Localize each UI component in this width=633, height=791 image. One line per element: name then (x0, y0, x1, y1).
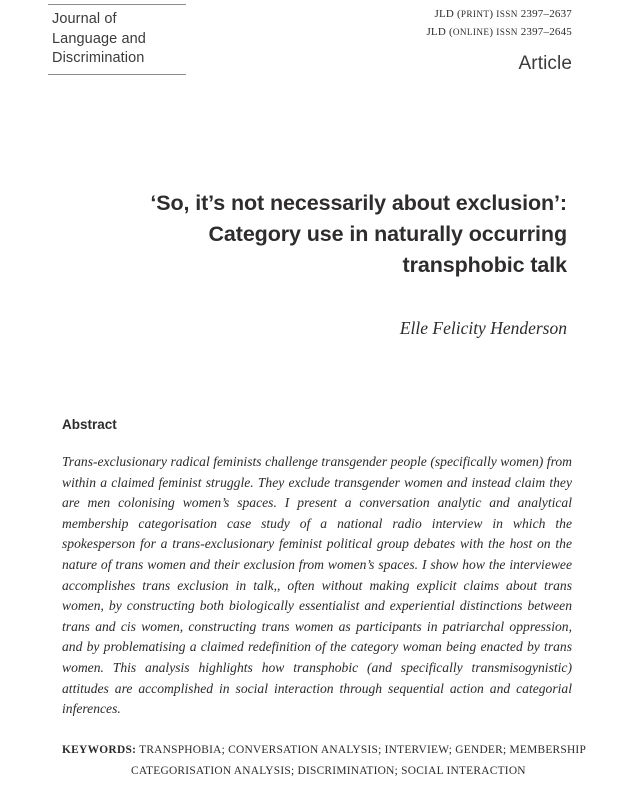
issn-print-prefix: JLD ( (434, 8, 461, 20)
author-name: Elle Felicity Henderson (399, 318, 567, 338)
issn-online (426, 24, 572, 42)
issn-print-medium: PRINT (460, 9, 490, 19)
abstract-heading: Abstract (62, 417, 117, 432)
journal-masthead (48, 4, 186, 75)
journal-name-line-2: Language and (52, 30, 146, 47)
issn-online-middle: ) (489, 25, 497, 38)
keywords-list: TRANSPHOBIA; CONVERSATION ANALYSIS; INTERVIEW; GENDER; MEMBERSHIP CATEGORISATION ANALYSIS; DISCRIMINATION; SOCIAL INTERACTION (131, 744, 586, 777)
journal-name-line-1: Journal of (52, 11, 117, 27)
page-title-line-3: transphobic talk (402, 253, 567, 277)
issn-online-number: 2397–2645 (517, 25, 572, 38)
abstract-text: Trans-exclusionary radical feminists challenge transgender people (specifically women) from within a claimed feminist struggle. They exclude transgender women and instead claim they are men colonising women’s spaces. I present a conversation analytic and analytical membership categorisation case study of a national radio interview in which the spokesperson for a trans-exclusionary feminist political group debates with the host on the nature of trans women and their exclusion from women’s spaces. I show how the interviewee accomplishes trans exclusion in talk,, often without making explicit claims about trans women, by constructing both biologically essentialist and experiential distinctions between trans and cis women, constructing trans women as participants in patriarchal oppression, and by problematising a claimed redefinition of the category woman being enacted by trans women. This analysis highlights how transphobic (and specifically transmisogynistic) attitudes are accomplished in social interaction through sequential action and categorial inferences. (62, 454, 572, 717)
journal-name (48, 5, 186, 69)
issn-print-number: 2397–2637 (517, 8, 572, 20)
header-right-block (426, 6, 572, 76)
journal-name-line-3: Discrimination (52, 50, 145, 66)
keywords-label: KEYWORDS: (62, 744, 137, 756)
page-header (0, 0, 633, 95)
issn-online-prefix: JLD ( (426, 25, 453, 38)
issn-online-medium: ONLINE (452, 26, 490, 37)
page-title (62, 188, 567, 281)
issn-print-middle: ) (489, 8, 497, 20)
page-title-line-1: ‘So, it’s not necessarily about exclusion’: (150, 191, 567, 215)
masthead-rule-bottom (48, 74, 186, 75)
page-title-line-2: Category use in naturally occurring (208, 222, 567, 246)
issn-online-issn-word: ISSN (496, 26, 518, 37)
keywords-block (62, 740, 631, 782)
issn-print (426, 6, 572, 24)
issn-print-issn-word: ISSN (496, 9, 518, 19)
article-type-label: Article (518, 53, 572, 74)
